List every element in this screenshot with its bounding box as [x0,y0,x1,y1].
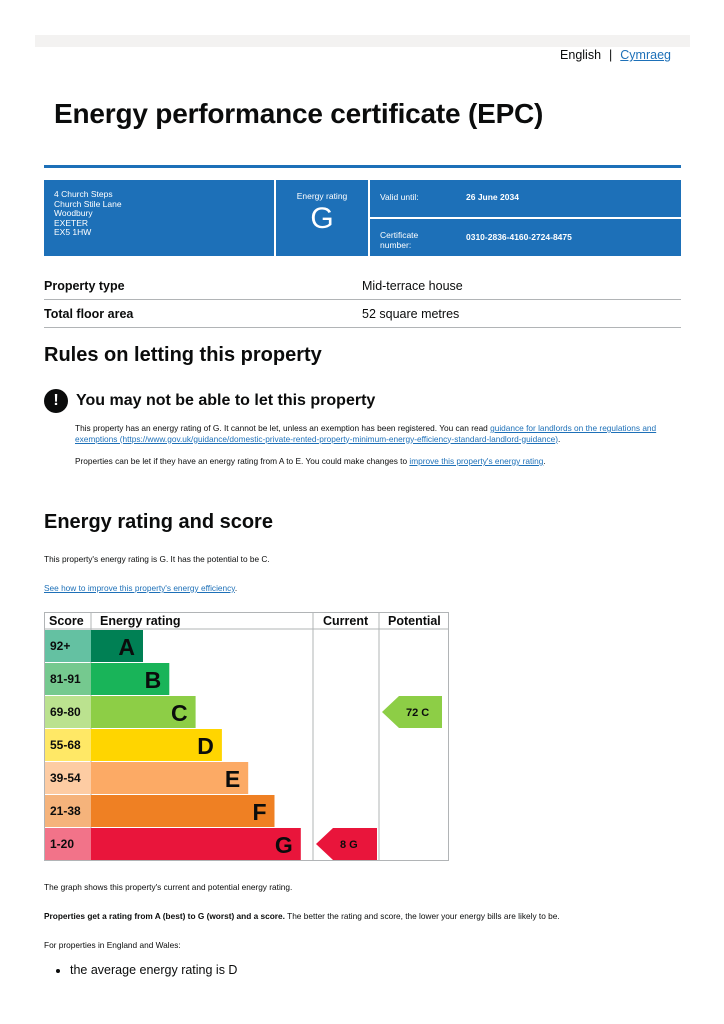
language-switcher [560,48,671,62]
address-line: Church Stile Lane [54,198,122,209]
score-label: 39-54 [50,771,81,785]
energy-rating-chart [44,612,450,862]
title-divider [44,165,681,168]
valid-until-label: Valid until: [380,192,419,202]
address-line: Woodbury [54,208,93,219]
rating-letter: G [274,832,293,858]
rating-scale-bold: Properties get a rating from A (best) to G (worst) and a score. [44,911,285,921]
rating-scale-text: The better the rating and score, the lower your energy bills are likely to be. [284,911,560,921]
score-label: 81-91 [50,672,81,686]
energy-rating-box [276,180,368,256]
top-banner [35,35,690,47]
landlord-guidance-link[interactable]: guidance for landlords on the regulations and exemptions (https://www.gov.uk/guidance/domestic-private-rented-property-minimum-energy-efficiency-standard-landlord-guidance) [75,423,657,444]
score-label: 69-80 [50,705,81,719]
score-label: 55-68 [50,738,81,752]
rating-bar-g [91,828,301,860]
rating-bar-f [91,795,275,827]
address-line: 4 Church Steps [54,189,113,199]
rating-letter: B [144,667,162,693]
average-rating-list [44,963,237,977]
chart-header: Score [49,614,84,628]
rules-heading: Rules on letting this property [44,344,322,366]
language-welsh-link[interactable]: Cymraeg [620,48,671,62]
rating-intro: This property's energy rating is G. It has the potential to be C. [44,554,270,564]
current-rating-score: 8 G [340,839,358,851]
valid-until-value: 26 June 2034 [466,192,519,202]
rating-scale-note [44,911,560,922]
paragraph-end: . [234,583,238,593]
address-line: EX5 1HW [54,227,92,238]
england-wales-note: For properties in England and Wales: [44,940,181,950]
warning-icon: ! [44,389,68,413]
address-line: EXETER [54,217,89,228]
certificate-number-row [370,219,681,256]
energy-rating-letter: G [310,202,334,235]
epc-header-box [44,180,681,256]
chart-header: Energy rating [100,614,181,628]
certificate-number-label: Certificate number: [380,230,419,250]
rating-letter: E [224,766,241,792]
certificate-number-value: 0310-2836-4160-2724-8475 [466,232,572,242]
rating-heading: Energy rating and score [44,511,273,533]
rating-letter: D [197,733,214,759]
chart-header: Current [323,614,369,628]
rating-letter: F [252,799,267,825]
paragraph-text: Properties can be let if they have an energy rating from A to E. You could make changes to [75,456,410,466]
summary-label: Total floor area [44,307,134,321]
rating-bar-a [91,630,143,662]
paragraph-end: . [557,433,561,444]
summary-label: Property type [44,279,125,293]
score-label: 92+ [50,639,71,653]
letting-paragraph [75,423,685,444]
letting-range-paragraph [75,456,685,467]
summary-value: 52 square metres [362,307,460,321]
rating-letter: C [170,700,188,726]
paragraph-text: This property has an energy rating of G. It cannot be let, unless an exemption has been registered. You can read [75,423,491,433]
summary-row [44,272,681,300]
property-summary [44,272,681,328]
language-english: English [560,48,602,62]
warning-callout [44,389,375,413]
paragraph-end: . [543,456,546,466]
summary-value: Mid-terrace house [362,279,463,293]
improve-efficiency-link[interactable]: See how to improve this property's energy efficiency [44,583,235,593]
warning-text: You may not be able to let this property [76,392,376,409]
score-label: 21-38 [50,804,81,818]
summary-row [44,300,681,328]
improve-paragraph [44,583,237,594]
score-label: 1-20 [50,837,75,851]
list-item: • the average energy rating is D [70,963,237,977]
graph-note: The graph shows this property's current and potential energy rating. [44,882,293,892]
rating-letter: A [118,634,135,660]
language-separator: | [609,48,613,62]
potential-rating-score: 72 C [406,707,430,719]
valid-until-row [370,180,681,217]
page-title: Energy performance certificate (EPC) [54,98,544,129]
energy-rating-label: Energy rating [296,191,348,201]
improve-rating-link[interactable]: improve this property's energy rating [409,456,544,466]
property-address [44,180,274,256]
chart-header: Potential [388,614,441,628]
